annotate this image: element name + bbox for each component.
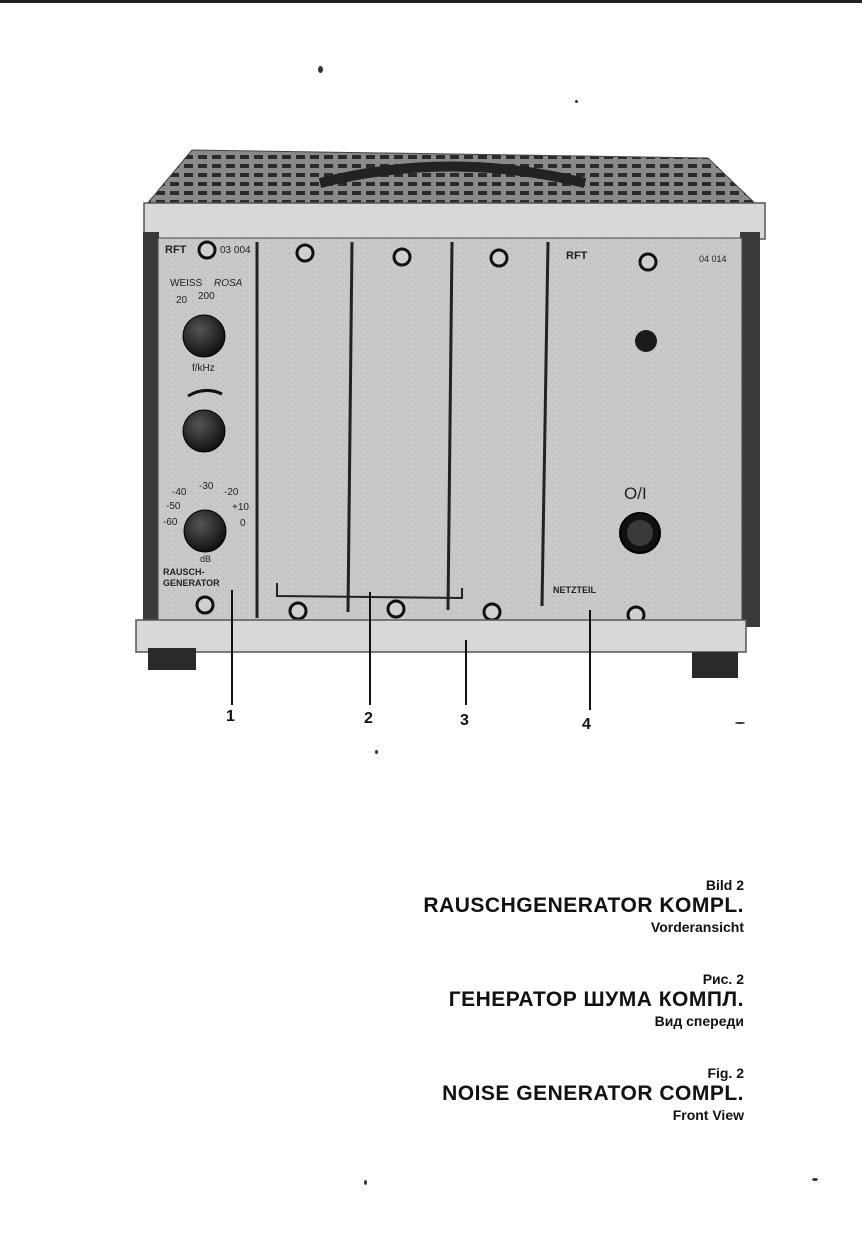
frequency-knob [183, 315, 225, 357]
scan-speck [375, 750, 378, 754]
level-scale-m30: -30 [199, 481, 214, 492]
power-switch-cap [627, 520, 653, 546]
scan-speck [318, 66, 323, 73]
module1-brand: RFT [165, 244, 187, 256]
scan-speck [575, 100, 578, 103]
scan-speck [812, 1178, 818, 1181]
caption-german-fig: Bild 2 [705, 877, 744, 893]
module4-brand: RFT [566, 250, 588, 262]
left-foot [148, 648, 196, 670]
level-scale-m50: -50 [166, 501, 181, 512]
caption-german-title: RAUSCHGENERATOR KOMPL. [423, 894, 744, 917]
scan-speck [735, 722, 745, 724]
right-side-post [740, 232, 760, 627]
left-side-post [143, 232, 159, 627]
freq-scale-200: 200 [198, 291, 215, 302]
power-indicator-lamp [635, 330, 657, 352]
level-knob [184, 510, 226, 552]
caption-english [442, 1064, 744, 1124]
caption-english-fig: Fig. 2 [707, 1065, 744, 1081]
caption-german-subtitle: Vorderansicht [650, 919, 744, 935]
scan-speck [364, 1180, 367, 1185]
power-switch-label: O/I [624, 484, 647, 503]
caption-english-subtitle: Front View [672, 1107, 744, 1123]
callout-1: 1 [226, 708, 235, 725]
module1-code: 03 004 [220, 245, 251, 256]
top-vent-cover [146, 150, 762, 210]
caption-russian-fig: Рис. 2 [702, 971, 744, 987]
weiss-label: WEISS [170, 278, 203, 289]
freq-scale-20: 20 [176, 295, 188, 306]
module1-name-line1: RAUSCH- [163, 567, 205, 577]
caption-german [423, 876, 744, 936]
level-scale-m60: -60 [163, 517, 178, 528]
bottom-rail [136, 620, 746, 652]
level-scale-0: 0 [240, 518, 246, 529]
rosa-label: ROSA [214, 278, 243, 289]
module4-code: 04 014 [699, 254, 727, 264]
freq-unit: f/kHz [192, 363, 215, 374]
module4-name: NETZTEIL [553, 585, 596, 595]
caption-russian-subtitle: Вид спереди [654, 1013, 744, 1029]
level-scale-p10: +10 [232, 502, 249, 513]
caption-english-title: NOISE GENERATOR COMPL. [442, 1082, 744, 1105]
level-scale-m40: -40 [172, 487, 187, 498]
fine-tuning-knob [183, 410, 225, 452]
caption-russian-title: ГЕНЕРАТОР ШУМА КОМПЛ. [448, 988, 744, 1011]
callout-3: 3 [460, 712, 469, 729]
callout-4: 4 [582, 716, 591, 733]
right-foot [692, 652, 738, 678]
caption-russian [449, 970, 744, 1030]
level-unit: dB [200, 554, 212, 564]
module1-name-line2: GENERATOR [163, 578, 220, 588]
level-scale-m20: -20 [224, 487, 239, 498]
top-rail [144, 203, 765, 239]
callout-2: 2 [364, 710, 373, 727]
